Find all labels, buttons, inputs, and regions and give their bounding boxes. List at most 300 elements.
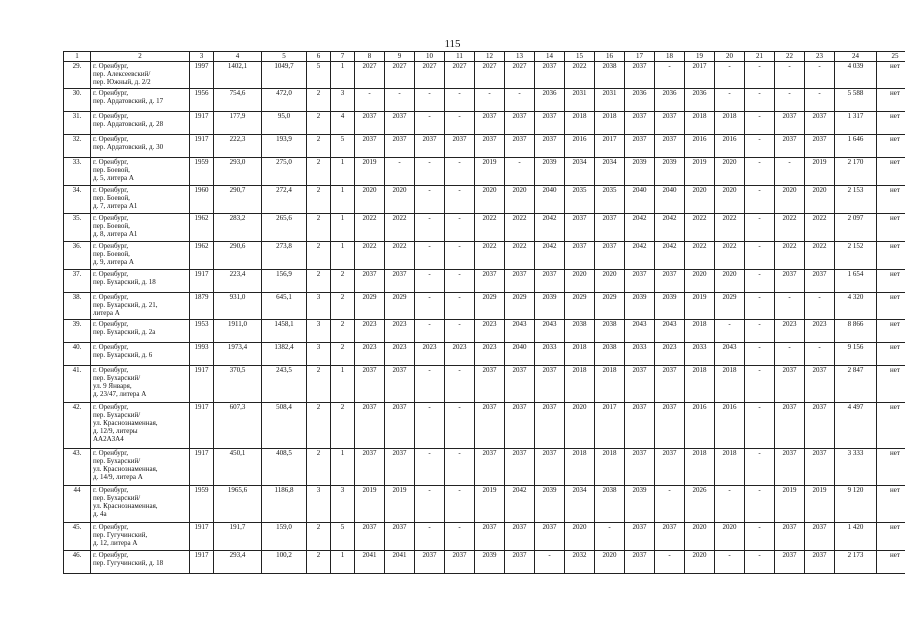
row-number: 42. — [64, 403, 91, 449]
table-cell: 293,0 — [214, 158, 262, 186]
table-cell: 8 866 — [835, 320, 877, 343]
table-cell: 1917 — [190, 112, 214, 135]
table-cell: - — [655, 62, 685, 89]
table-cell: 2 — [307, 366, 331, 403]
table-cell: 2022 — [775, 242, 805, 270]
table-cell: - — [745, 270, 775, 293]
table-cell: 2037 — [655, 135, 685, 158]
table-cell: 2020 — [385, 186, 415, 214]
table-cell: 222,3 — [214, 135, 262, 158]
address-cell: г. Оренбург, пер. Ардатовский, д. 28 — [91, 112, 190, 135]
table-cell: 2037 — [775, 366, 805, 403]
address-cell: г. Оренбург, пер. Бухарский, д. 2а — [91, 320, 190, 343]
table-cell: 293,4 — [214, 551, 262, 574]
table-cell: нет — [877, 158, 905, 186]
table-cell: 2033 — [685, 343, 715, 366]
table-cell: 2033 — [535, 343, 565, 366]
table-cell: 2018 — [565, 366, 595, 403]
table-cell: 1049,7 — [262, 62, 307, 89]
row-number: 44 — [64, 486, 91, 523]
table-cell: 1402,1 — [214, 62, 262, 89]
table-cell: 2023 — [655, 343, 685, 366]
table-row — [64, 158, 905, 186]
table-cell: 2020 — [715, 158, 745, 186]
column-header: 7 — [331, 52, 355, 62]
table-cell: 2037 — [625, 270, 655, 293]
table-cell: нет — [877, 449, 905, 486]
table-cell: 2037 — [385, 135, 415, 158]
table-cell: 2019 — [805, 486, 835, 523]
table-cell: 2037 — [535, 135, 565, 158]
table-cell: 2020 — [715, 186, 745, 214]
table-cell: 2020 — [805, 186, 835, 214]
table-cell: 2018 — [715, 112, 745, 135]
table-cell: 2016 — [715, 135, 745, 158]
table-cell: - — [805, 293, 835, 320]
table-cell: нет — [877, 320, 905, 343]
column-header: 1 — [64, 52, 91, 62]
table-cell: - — [445, 214, 475, 242]
table-cell: - — [655, 551, 685, 574]
table-cell: 2037 — [535, 366, 565, 403]
table-cell: 2016 — [685, 403, 715, 449]
table-cell: 2043 — [535, 320, 565, 343]
table-cell: - — [745, 89, 775, 112]
table-cell: 1 654 — [835, 270, 877, 293]
table-row — [64, 403, 905, 449]
table-cell: 2 170 — [835, 158, 877, 186]
table-cell: 2023 — [415, 343, 445, 366]
table-cell: 2037 — [625, 449, 655, 486]
table-row — [64, 486, 905, 523]
table-cell: 472,0 — [262, 89, 307, 112]
table-cell: 2022 — [565, 62, 595, 89]
table-cell: 2022 — [475, 242, 505, 270]
table-cell: 2037 — [385, 403, 415, 449]
table-cell: 2 097 — [835, 214, 877, 242]
table-cell: 2037 — [775, 135, 805, 158]
page-number: 115 — [444, 38, 461, 50]
table-cell: 2029 — [475, 293, 505, 320]
table-cell: 2033 — [625, 343, 655, 366]
table-cell: 2 — [331, 270, 355, 293]
column-header: 18 — [655, 52, 685, 62]
table-row — [64, 366, 905, 403]
table-cell: 2037 — [805, 366, 835, 403]
table-cell: 1962 — [190, 242, 214, 270]
table-cell: 2037 — [625, 551, 655, 574]
table-cell: 2039 — [475, 551, 505, 574]
table-cell: 2037 — [805, 523, 835, 551]
table-cell: 1 — [331, 366, 355, 403]
table-cell: 2022 — [685, 214, 715, 242]
table-cell: 2 173 — [835, 551, 877, 574]
table-cell: 3 333 — [835, 449, 877, 486]
table-cell: 2031 — [565, 89, 595, 112]
row-number: 40. — [64, 343, 91, 366]
table-cell: 2035 — [565, 186, 595, 214]
row-number: 37. — [64, 270, 91, 293]
address-cell: г. Оренбург, пер. Бухарский, д. 6 — [91, 343, 190, 366]
table-cell: 1917 — [190, 551, 214, 574]
table-cell: 2027 — [355, 62, 385, 89]
table-cell: 2037 — [775, 112, 805, 135]
table-cell: - — [415, 366, 445, 403]
table-cell: 1956 — [190, 89, 214, 112]
table-cell: - — [745, 214, 775, 242]
table-cell: - — [385, 158, 415, 186]
table-cell: 2037 — [505, 523, 535, 551]
column-header: 17 — [625, 52, 655, 62]
table-row — [64, 135, 905, 158]
table-cell: 2037 — [655, 112, 685, 135]
table-cell: 2037 — [805, 403, 835, 449]
table-cell: 2 — [331, 293, 355, 320]
table-cell: 2037 — [385, 449, 415, 486]
table-cell: нет — [877, 366, 905, 403]
table-cell: нет — [877, 214, 905, 242]
table-cell: 2039 — [655, 158, 685, 186]
table-cell: 2037 — [805, 112, 835, 135]
row-number: 46. — [64, 551, 91, 574]
column-header: 20 — [715, 52, 745, 62]
table-cell: 9 120 — [835, 486, 877, 523]
table-cell: - — [415, 270, 445, 293]
table-cell: 2023 — [805, 320, 835, 343]
table-cell: 2037 — [625, 135, 655, 158]
table-cell: 2020 — [715, 270, 745, 293]
table-cell: 2017 — [595, 403, 625, 449]
table-cell: - — [805, 343, 835, 366]
table-cell: 2022 — [475, 214, 505, 242]
table-cell: 2027 — [475, 62, 505, 89]
table-cell: 1911,0 — [214, 320, 262, 343]
table-cell: - — [745, 403, 775, 449]
table-cell: - — [415, 89, 445, 112]
table-cell: 2037 — [625, 366, 655, 403]
table-cell: 2022 — [715, 214, 745, 242]
table-cell: 100,2 — [262, 551, 307, 574]
table-cell: 2037 — [595, 242, 625, 270]
table-cell: 2020 — [775, 186, 805, 214]
table-cell: 2016 — [685, 135, 715, 158]
table-cell: 2037 — [355, 270, 385, 293]
table-cell: 1 — [331, 158, 355, 186]
table-cell: 2037 — [355, 112, 385, 135]
table-cell: - — [415, 186, 445, 214]
table-cell: - — [505, 158, 535, 186]
table-cell: 1917 — [190, 135, 214, 158]
table-cell: - — [745, 320, 775, 343]
row-number: 38. — [64, 293, 91, 320]
table-cell: - — [445, 320, 475, 343]
column-header: 11 — [445, 52, 475, 62]
table-cell: 1879 — [190, 293, 214, 320]
column-header: 12 — [475, 52, 505, 62]
table-cell: 4 — [331, 112, 355, 135]
table-cell: 2037 — [355, 523, 385, 551]
table-cell: - — [445, 112, 475, 135]
address-cell: г. Оренбург, пер. Бухарский, д. 18 — [91, 270, 190, 293]
table-cell: 1 317 — [835, 112, 877, 135]
table-cell: 2020 — [685, 523, 715, 551]
table-cell: 156,9 — [262, 270, 307, 293]
table-cell: 2018 — [595, 449, 625, 486]
table-cell: - — [715, 551, 745, 574]
table-cell: - — [715, 486, 745, 523]
column-header: 2 — [91, 52, 190, 62]
table-cell: 1953 — [190, 320, 214, 343]
table-cell: 2022 — [505, 214, 535, 242]
table-cell: 1382,4 — [262, 343, 307, 366]
column-header: 15 — [565, 52, 595, 62]
table-cell: 2027 — [385, 62, 415, 89]
table-cell: 2042 — [655, 242, 685, 270]
table-body — [64, 52, 905, 574]
table-cell: 2040 — [505, 343, 535, 366]
table-cell: 2037 — [505, 551, 535, 574]
table-cell: 2042 — [535, 214, 565, 242]
table-cell: 2037 — [655, 270, 685, 293]
table-cell: нет — [877, 89, 905, 112]
table-cell: 2037 — [475, 366, 505, 403]
table-cell: 2037 — [655, 366, 685, 403]
row-number: 39. — [64, 320, 91, 343]
row-number: 32. — [64, 135, 91, 158]
table-cell: - — [775, 293, 805, 320]
table-cell: 2020 — [595, 551, 625, 574]
table-cell: 2037 — [535, 523, 565, 551]
table-cell: 2027 — [415, 62, 445, 89]
column-header: 23 — [805, 52, 835, 62]
table-cell: 2037 — [385, 112, 415, 135]
table-cell: 2 — [331, 320, 355, 343]
table-cell: 2037 — [775, 449, 805, 486]
table-cell: нет — [877, 270, 905, 293]
table-cell: 2037 — [655, 403, 685, 449]
table-cell: нет — [877, 343, 905, 366]
table-cell: 2037 — [415, 551, 445, 574]
table-cell: 1 646 — [835, 135, 877, 158]
table-cell: 3 — [307, 486, 331, 523]
column-header: 14 — [535, 52, 565, 62]
table-cell: 1186,8 — [262, 486, 307, 523]
table-cell: - — [415, 486, 445, 523]
table-cell: - — [475, 89, 505, 112]
table-cell: 2 — [331, 403, 355, 449]
table-cell: 2022 — [715, 242, 745, 270]
table-cell: 2037 — [625, 112, 655, 135]
table-cell: 2 — [307, 135, 331, 158]
table-cell: 2034 — [565, 158, 595, 186]
table-cell: 2022 — [385, 242, 415, 270]
table-cell: 2 — [307, 551, 331, 574]
table-cell: 2019 — [475, 486, 505, 523]
table-cell: нет — [877, 403, 905, 449]
table-cell: 283,2 — [214, 214, 262, 242]
table-cell: 2017 — [685, 62, 715, 89]
table-cell: 2040 — [655, 186, 685, 214]
table-cell: 2038 — [595, 343, 625, 366]
table-cell: 2037 — [355, 135, 385, 158]
column-header: 9 — [385, 52, 415, 62]
table-cell: 2037 — [655, 523, 685, 551]
table-cell: - — [745, 486, 775, 523]
table-cell: 2042 — [535, 242, 565, 270]
table-row — [64, 551, 905, 574]
table-cell: - — [745, 551, 775, 574]
row-number: 35. — [64, 214, 91, 242]
row-number: 45. — [64, 523, 91, 551]
table-cell: 1458,1 — [262, 320, 307, 343]
address-cell: г. Оренбург, пер. Бухарский/ ул. 9 Января, д. 23/47, литера А — [91, 366, 190, 403]
table-cell: 2039 — [625, 486, 655, 523]
table-cell: 2019 — [805, 158, 835, 186]
table-cell: - — [415, 242, 445, 270]
table-cell: 2022 — [685, 242, 715, 270]
column-header: 5 — [262, 52, 307, 62]
table-cell: 2018 — [685, 112, 715, 135]
table-row — [64, 270, 905, 293]
table-row — [64, 449, 905, 486]
table-cell: 2022 — [385, 214, 415, 242]
table-cell: 2037 — [505, 112, 535, 135]
table-cell: 2037 — [385, 366, 415, 403]
table-cell: 1960 — [190, 186, 214, 214]
table-cell: 1962 — [190, 214, 214, 242]
table-cell: 5 — [331, 523, 355, 551]
table-cell: - — [415, 293, 445, 320]
table-cell: 2040 — [535, 186, 565, 214]
table-cell: 2020 — [565, 523, 595, 551]
table-cell: 2018 — [565, 112, 595, 135]
table-cell: 2018 — [685, 320, 715, 343]
table-cell: - — [745, 158, 775, 186]
table-cell: 2032 — [565, 551, 595, 574]
table-cell: 2037 — [775, 551, 805, 574]
column-header: 6 — [307, 52, 331, 62]
table-cell: 95,0 — [262, 112, 307, 135]
table-cell: - — [745, 343, 775, 366]
table-cell: 1917 — [190, 366, 214, 403]
address-cell: г. Оренбург, пер. Ардатовский, д. 17 — [91, 89, 190, 112]
table-cell: 223,4 — [214, 270, 262, 293]
table-cell: 2016 — [715, 403, 745, 449]
table-cell: - — [745, 523, 775, 551]
table-cell: 2039 — [655, 293, 685, 320]
table-cell: 2017 — [595, 135, 625, 158]
address-cell: г. Оренбург, пер. Боевой, д. 5, литера А — [91, 158, 190, 186]
table-cell: 2 152 — [835, 242, 877, 270]
table-cell: 4 039 — [835, 62, 877, 89]
table-cell: 1 — [331, 186, 355, 214]
table-cell: 2 — [307, 89, 331, 112]
table-cell: 2023 — [385, 343, 415, 366]
table-cell: 290,6 — [214, 242, 262, 270]
table-cell: 177,9 — [214, 112, 262, 135]
table-cell: 3 — [307, 320, 331, 343]
table-cell: - — [805, 89, 835, 112]
table-cell: 191,7 — [214, 523, 262, 551]
table-cell: - — [775, 343, 805, 366]
table-cell: 2 — [331, 343, 355, 366]
table-cell: 2018 — [565, 343, 595, 366]
data-table — [63, 51, 905, 574]
table-cell: 290,7 — [214, 186, 262, 214]
address-cell: г. Оренбург, пер. Бухарский/ ул. Краснознаменная, д. 4а — [91, 486, 190, 523]
table-cell: нет — [877, 112, 905, 135]
table-row — [64, 112, 905, 135]
table-cell: нет — [877, 293, 905, 320]
address-cell: г. Оренбург, пер. Боевой, д. 7, литера А1 — [91, 186, 190, 214]
table-cell: - — [415, 320, 445, 343]
table-cell: 2020 — [595, 270, 625, 293]
row-number: 33. — [64, 158, 91, 186]
table-cell: 2029 — [505, 293, 535, 320]
table-cell: - — [505, 89, 535, 112]
table-cell: нет — [877, 523, 905, 551]
table-cell: 754,6 — [214, 89, 262, 112]
table-row — [64, 186, 905, 214]
table-cell: 2 — [307, 186, 331, 214]
table-cell: 931,0 — [214, 293, 262, 320]
address-cell: г. Оренбург, пер. Бухарский/ ул. Краснознаменная, д. 14/9, литера А — [91, 449, 190, 486]
table-cell: нет — [877, 551, 905, 574]
column-header: 10 — [415, 52, 445, 62]
table-cell: - — [595, 523, 625, 551]
table-cell: нет — [877, 486, 905, 523]
table-cell: 2037 — [805, 270, 835, 293]
table-cell: 2036 — [655, 89, 685, 112]
row-number: 34. — [64, 186, 91, 214]
table-row — [64, 242, 905, 270]
table-cell: 2037 — [535, 270, 565, 293]
table-cell: 2018 — [715, 449, 745, 486]
table-cell: 2018 — [685, 366, 715, 403]
table-cell: - — [775, 62, 805, 89]
table-cell: 2 — [307, 449, 331, 486]
table-cell: 2029 — [715, 293, 745, 320]
table-cell: 2023 — [775, 320, 805, 343]
table-cell: - — [715, 320, 745, 343]
column-header: 16 — [595, 52, 625, 62]
table-cell: нет — [877, 135, 905, 158]
table-cell: 1917 — [190, 523, 214, 551]
table-cell: 2019 — [685, 293, 715, 320]
table-cell: 1959 — [190, 158, 214, 186]
table-cell: - — [445, 403, 475, 449]
table-cell: 2034 — [595, 158, 625, 186]
table-cell: 2037 — [535, 403, 565, 449]
table-cell: 2037 — [505, 135, 535, 158]
column-header: 4 — [214, 52, 262, 62]
table-cell: 2020 — [505, 186, 535, 214]
table-cell: 2037 — [535, 449, 565, 486]
table-cell: 2036 — [685, 89, 715, 112]
table-cell: 2041 — [385, 551, 415, 574]
table-cell: 370,5 — [214, 366, 262, 403]
table-cell: 2020 — [475, 186, 505, 214]
table-cell: 2 — [307, 270, 331, 293]
table-cell: - — [775, 158, 805, 186]
table-cell: 2018 — [715, 366, 745, 403]
table-cell: 3 — [307, 293, 331, 320]
table-cell: 2018 — [595, 112, 625, 135]
table-cell: 2037 — [355, 403, 385, 449]
table-cell: 159,0 — [262, 523, 307, 551]
table-cell: 1993 — [190, 343, 214, 366]
table-cell: 2040 — [625, 186, 655, 214]
